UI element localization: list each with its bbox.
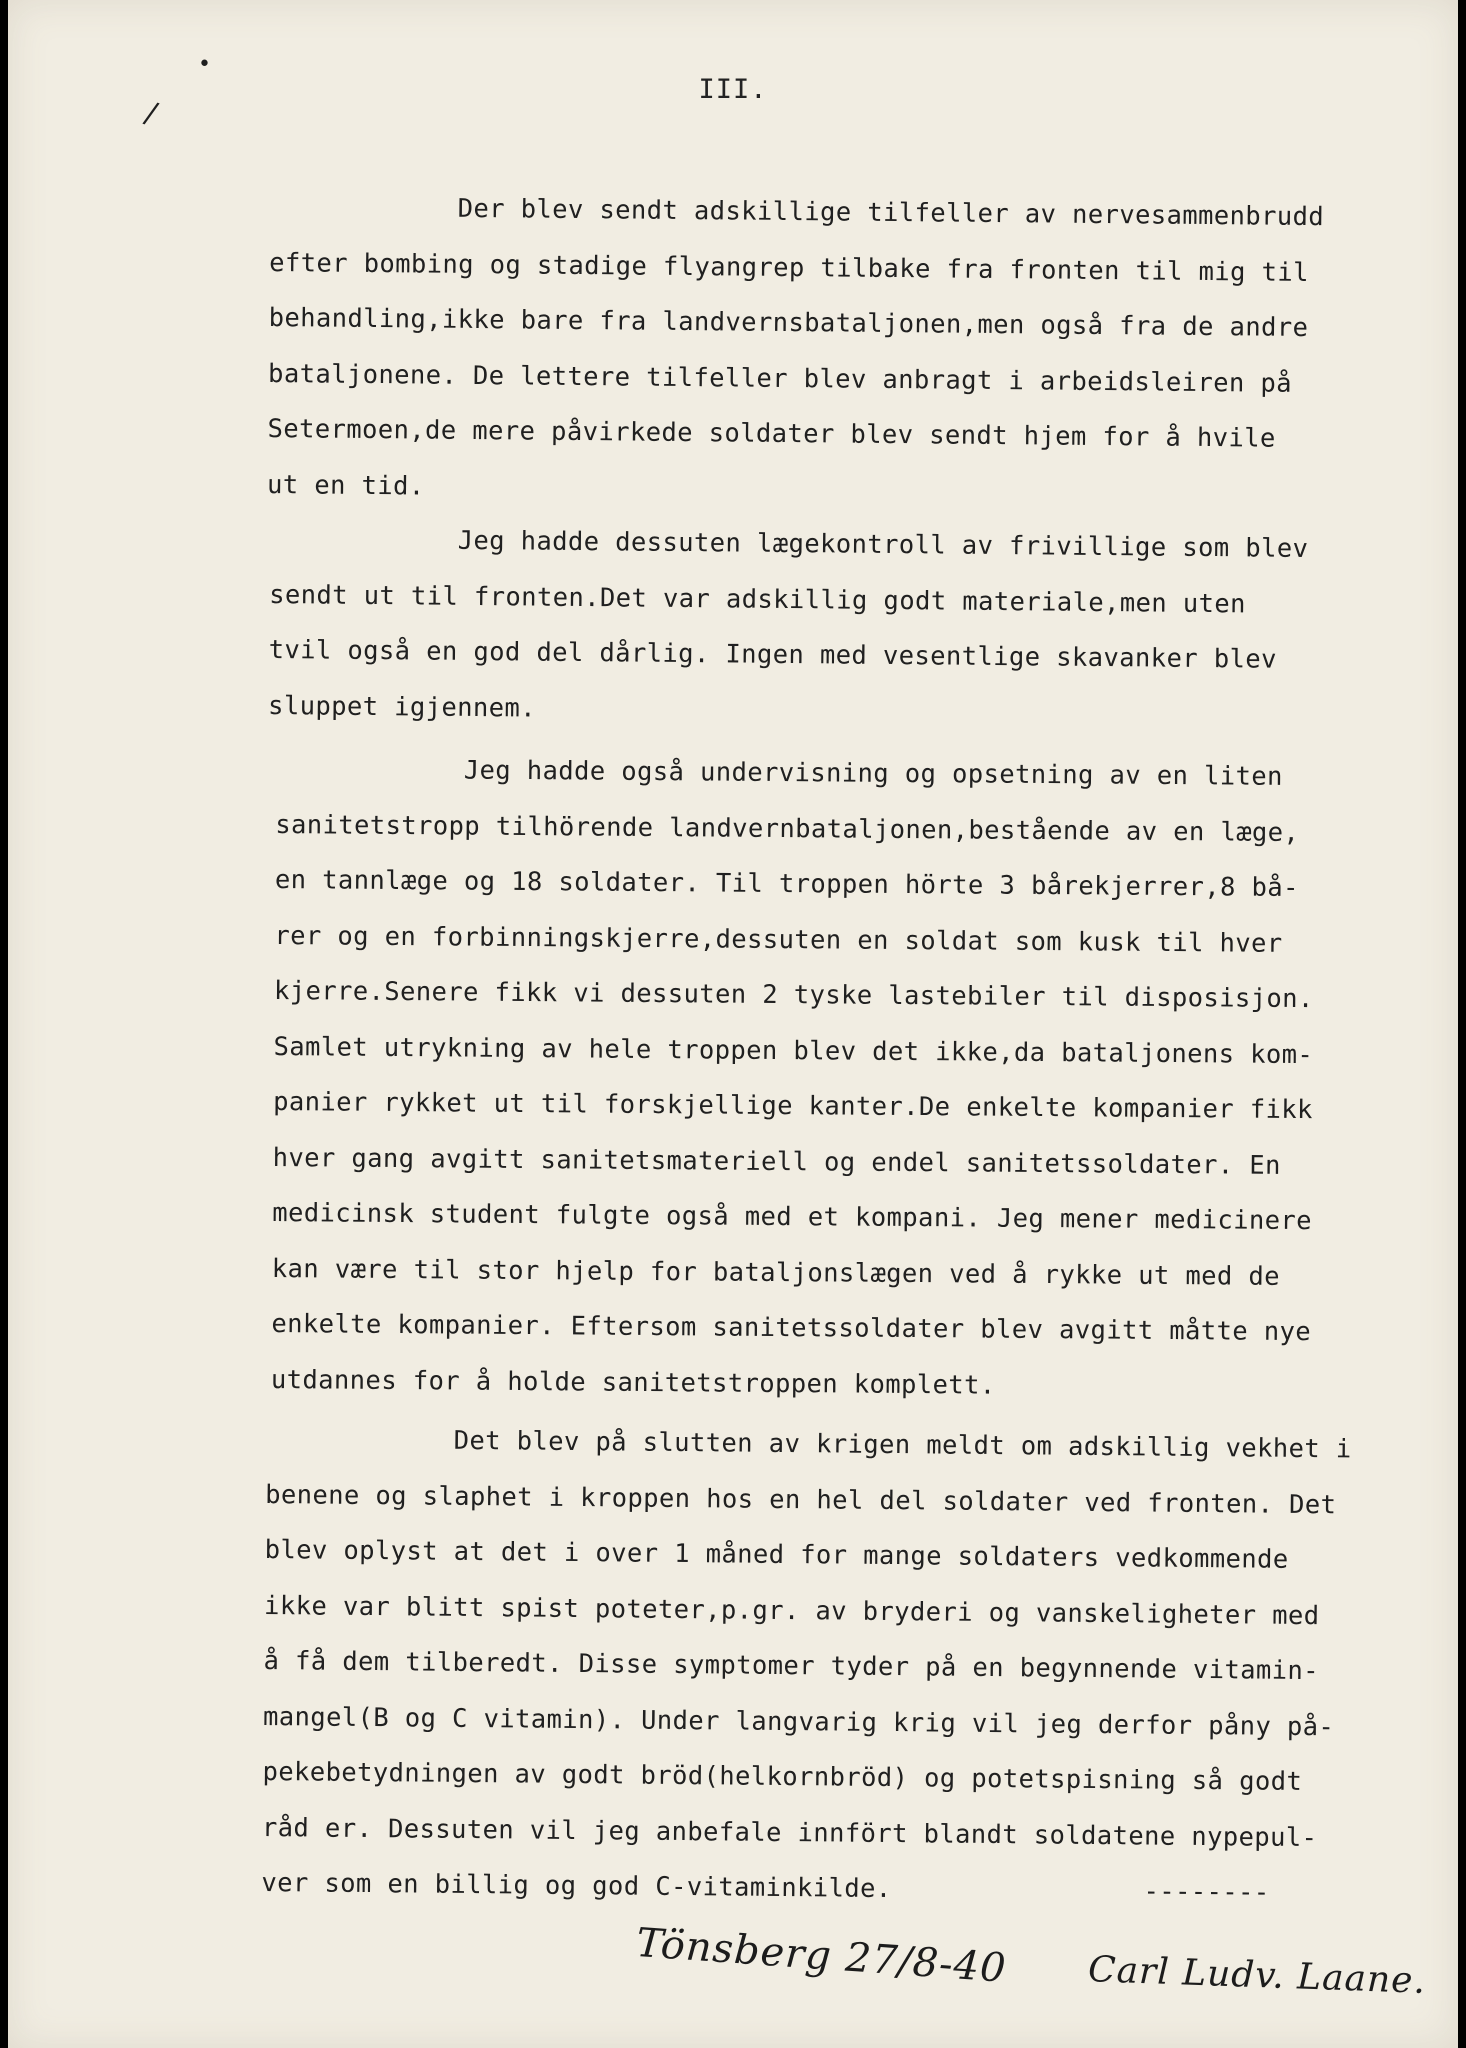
text-line: Det blev på slutten av krigen meldt om adskillig vekhet i xyxy=(453,1425,1352,1465)
text-line: rer og en forbinningskjerre,dessuten en soldat som kusk til hver xyxy=(274,920,1283,959)
text-line: Der blev sendt adskillige tilfeller av nervesammenbrudd xyxy=(457,193,1325,233)
text-line: kan være til stor hjelp for bataljonslægen ved å rykke ut med de xyxy=(271,1253,1281,1292)
text-line: ver som en billig og god C-vitaminkilde. -------- xyxy=(261,1867,1270,1908)
text-line: mangel(B og C vitamin). Under langvarig krig vil jeg derfor påny på- xyxy=(262,1701,1335,1742)
paragraph-volunteer-control xyxy=(268,512,1466,746)
paragraph-vitamin-deficiency xyxy=(261,1412,1466,1923)
text-line: blev oplyst at det i over 1 måned for mange soldaters vedkommende xyxy=(264,1534,1289,1575)
document-page xyxy=(8,0,1458,2048)
text-line: en tannlæge og 18 soldater. Til troppen hörte 3 bårekjerrer,8 bå- xyxy=(274,864,1299,904)
paragraph-sanitation-troop xyxy=(271,742,1466,1417)
text-line: ut en tid. xyxy=(266,469,425,501)
ink-dot-mark: • xyxy=(198,52,211,77)
page-heading: III. xyxy=(698,74,768,105)
text-line: sendt ut til fronten.Det var adskillig godt materiale,men uten xyxy=(269,579,1246,619)
text-line: enkelte kompanier. Eftersom sanitetssoldater blev avgitt måtte nye xyxy=(271,1308,1312,1348)
text-line: medicinsk student fulgte også med et kompani. Jeg mener medicinere xyxy=(272,1197,1313,1237)
handwritten-signature: Carl Ludv. Laane. xyxy=(1087,1949,1427,2002)
text-line: panier rykket ut til forskjellige kanter.De enkelte kompanier fikk xyxy=(273,1086,1313,1126)
text-line: sanitetstropp tilhörende landvernbataljonen,bestående av en læge, xyxy=(275,809,1300,848)
text-line: hver gang avgitt sanitetsmateriell og endel sanitetssoldater. En xyxy=(272,1142,1281,1181)
text-line: ikke var blitt spist poteter,p.gr. av bryderi og vanskeligheter med xyxy=(263,1590,1320,1631)
text-line: råd er. Dessuten vil jeg anbefale innfört blandt soldatene nypepul- xyxy=(261,1812,1318,1853)
text-line: Setermoen,de mere påvirkede soldater blev sendt hjem for å hvile xyxy=(267,413,1276,454)
text-line: pekebetydningen av godt bröd(helkornbröd) og potetspisning så godt xyxy=(262,1756,1303,1797)
text-line: efter bombing og stadige flyangrep tilbake fra fronten til mig til xyxy=(269,247,1309,288)
text-line: Samlet utrykning av hele troppen blev det ikke,da bataljonens kom- xyxy=(273,1031,1314,1070)
text-line: tvil også en god del dårlig. Ingen med vesentlige skavanker blev xyxy=(268,634,1277,675)
text-line: kjerre.Senere fikk vi dessuten 2 tyske lastebiler til disposisjon. xyxy=(273,975,1314,1015)
handwritten-place-date: Tönsberg 27/8-40 xyxy=(634,1920,1009,1992)
ink-tick-mark: / xyxy=(140,95,162,132)
text-line: sluppet igjennem. xyxy=(267,690,537,724)
text-line: å få dem tilberedt. Disse symptomer tyder på en begynnende vitamin- xyxy=(263,1645,1320,1687)
text-line: Jeg hadde også undervisning og opsetning av en liten xyxy=(463,755,1283,792)
text-line: benene og slaphet i kroppen hos en hel del soldater ved fronten. Det xyxy=(265,1479,1337,1520)
text-line: Jeg hadde dessuten lægekontroll av frivillige som blev xyxy=(457,525,1309,564)
text-line: utdannes for å holde sanitetstroppen komplett. xyxy=(270,1364,996,1401)
text-line: behandling,ikke bare fra landvernsbataljonen,men også fra de andre xyxy=(268,302,1309,343)
paragraph-nervous-breakdowns xyxy=(267,180,1466,525)
text-line: bataljonene. De lettere tilfeller blev anbragt i arbeidsleiren på xyxy=(267,358,1293,399)
